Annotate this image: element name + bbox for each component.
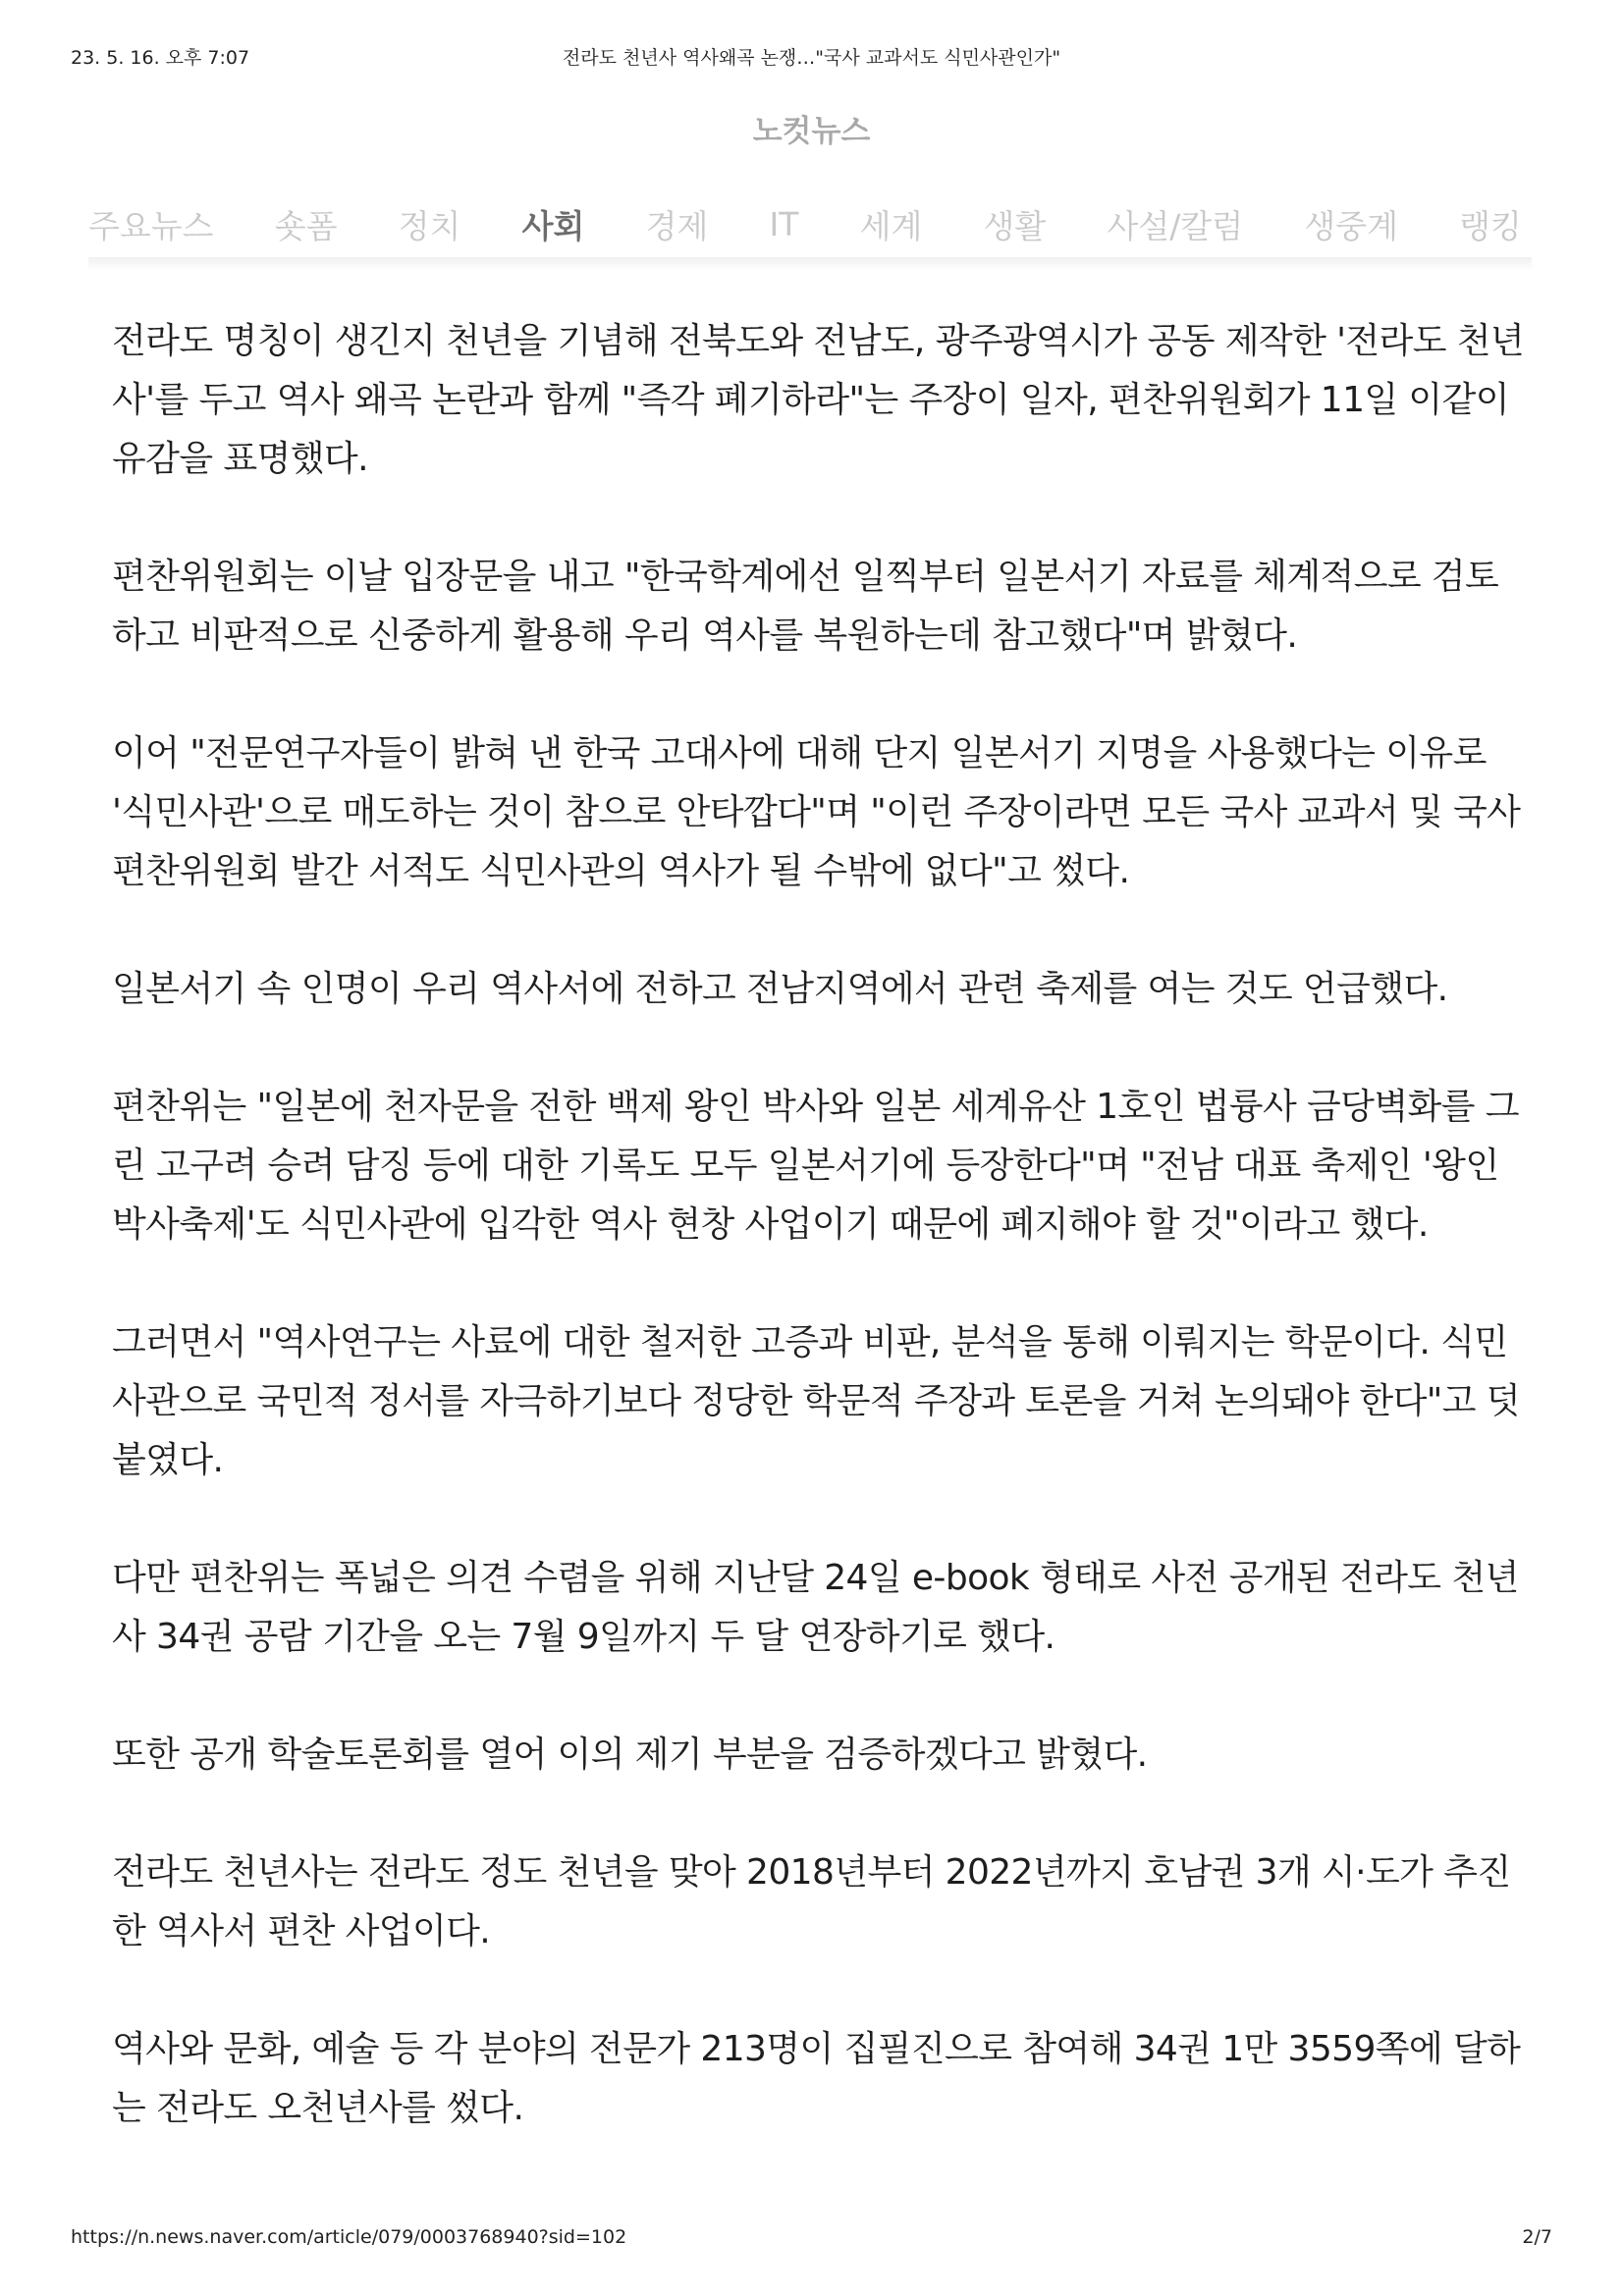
brand-logo[interactable]: 노컷뉴스 [752,114,871,149]
nav-item-it[interactable]: IT [769,204,799,243]
article-paragraph: 편찬위원회는 이날 입장문을 내고 "한국학계에선 일찍부터 일본서기 자료를 체계적으로 검토하고 비판적으로 신중하게 활용해 우리 역사를 복원하는데 참고했다"며 밝혔다. [112,557,1499,656]
nav-item-live[interactable]: 생중계 [1304,206,1398,245]
nav-divider [88,257,1532,271]
nav-item-society[interactable]: 사회 [521,206,585,245]
nav-item-economy[interactable]: 경제 [645,206,709,245]
nav-item-politics[interactable]: 정치 [398,206,461,245]
article-paragraph: 이어 "전문연구자들이 밝혀 낸 한국 고대사에 대해 단지 일본서기 지명을 사용했다는 이유로 '식민사관'으로 매도하는 것이 참으로 안타깝다"며 "이런 주장이라면 모든 국사 교과서 및 국사편찬위원회 발간 서적도 식민사관의 역사가 될 수밖에 없다"고 썼다. [112,733,1521,891]
article-paragraph: 전라도 천년사는 전라도 정도 천년을 맞아 2018년부터 2022년까지 호남권 3개 시·도가 추진한 역사서 편찬 사업이다. [112,1852,1511,1951]
print-footer [71,2226,1552,2256]
print-header [71,43,1552,73]
article-body [112,312,1531,2197]
category-nav [88,196,1522,251]
article-paragraph: 또한 공개 학술토론회를 열어 이의 제기 부분을 검증하겠다고 밝혔다. [112,1735,1148,1775]
nav-item-life[interactable]: 생활 [983,206,1047,245]
print-page-number: 2/7 [1522,2226,1552,2248]
article-paragraph: 그러면서 "역사연구는 사료에 대한 철저한 고증과 비판, 분석을 통해 이뤄지는 학문이다. 식민사관으로 국민적 정서를 자극하기보다 정당한 학문적 주장과 토론을 거쳐 논의돼야 한다"고 덧붙였다. [112,1322,1520,1480]
nav-item-shortform[interactable]: 숏폼 [274,206,338,245]
print-page-title: 전라도 천년사 역사왜곡 논쟁…"국사 교과서도 식민사관인가" [562,47,1061,69]
article-paragraph: 전라도 명칭이 생긴지 천년을 기념해 전북도와 전남도, 광주광역시가 공동 제작한 '전라도 천년사'를 두고 역사 왜곡 논란과 함께 "즉각 폐기하라"는 주장이 일자, 편찬위원회가 11일 이같이 유감을 표명했다. [112,321,1525,479]
print-url: https://n.news.naver.com/article/079/0003768940?sid=102 [71,2226,627,2248]
article-paragraph: 일본서기 속 인명이 우리 역사서에 전하고 전남지역에서 관련 축제를 여는 것도 언급했다. [112,969,1448,1009]
nav-item-main-news[interactable]: 주요뉴스 [88,206,214,245]
nav-item-editorial[interactable]: 사설/칼럼 [1107,206,1244,245]
nav-item-ranking[interactable]: 랭킹 [1459,206,1522,245]
nav-item-world[interactable]: 세계 [859,206,923,245]
print-date: 23. 5. 16. 오후 7:07 [71,47,250,69]
article-paragraph: 다만 편찬위는 폭넓은 의견 수렴을 위해 지난달 24일 e-book 형태로 사전 공개된 전라도 천년사 34권 공람 기간을 오는 7월 9일까지 두 달 연장하기로 했다. [112,1558,1519,1657]
article-paragraph: 편찬위는 "일본에 천자문을 전한 백제 왕인 박사와 일본 세계유산 1호인 법륭사 금당벽화를 그린 고구려 승려 담징 등에 대한 기록도 모두 일본서기에 등장한다"며 "전남 대표 축제인 '왕인박사축제'도 식민사관에 입각한 역사 현창 사업이기 때문에 폐지해야 할 것"이라고 했다. [112,1087,1519,1245]
article-paragraph: 역사와 문화, 예술 등 각 분야의 전문가 213명이 집필진으로 참여해 34권 1만 3559쪽에 달하는 전라도 오천년사를 썼다. [112,2029,1521,2128]
